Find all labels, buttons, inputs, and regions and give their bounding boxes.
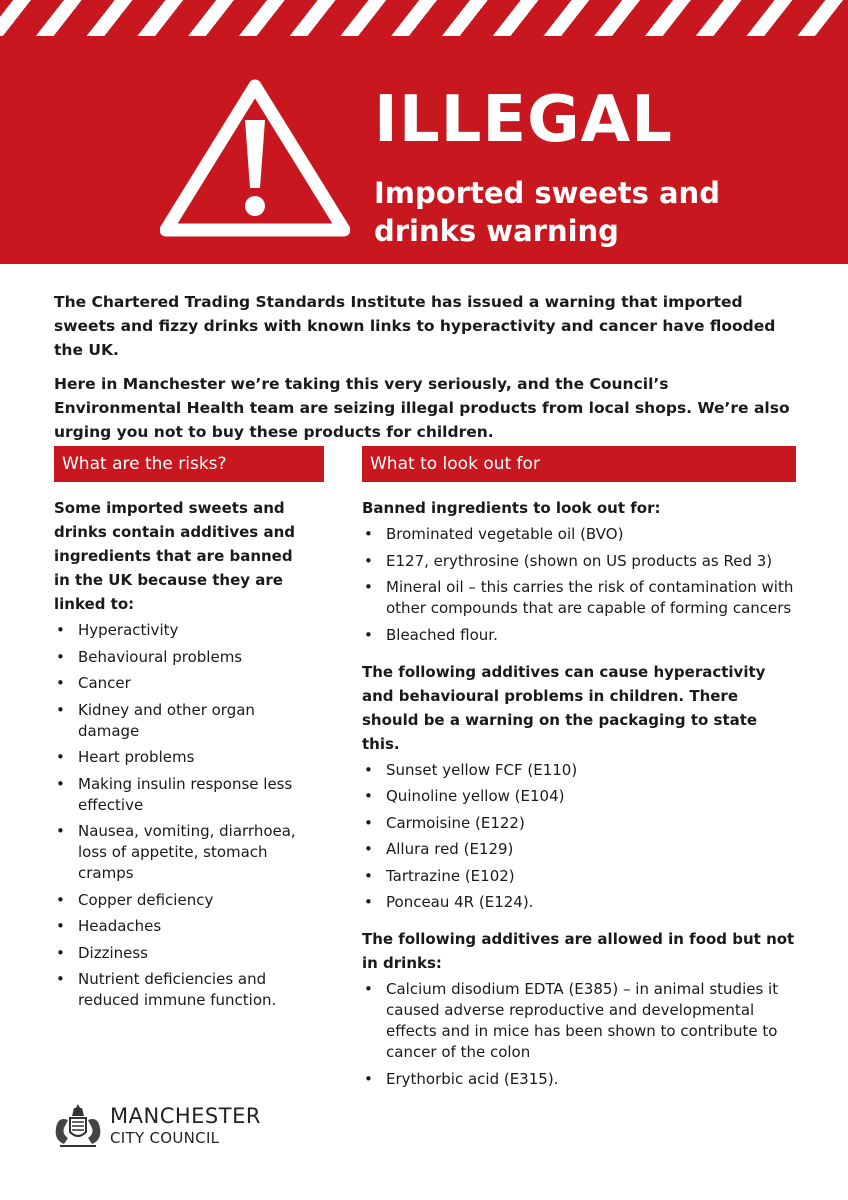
- list-item: • Mineral oil – this carries the risk of contamination with other compounds that are capable of forming cancers: [362, 577, 796, 619]
- logo-name: MANCHESTER: [110, 1104, 261, 1128]
- risks-lead: Some imported sweets and drinks contain additives and ingredients that are banned in the UK because they are linked to:: [54, 499, 295, 613]
- warning-banner: [0, 36, 848, 264]
- list-item: • Quinoline yellow (E104): [362, 786, 796, 807]
- list-item: • Calcium disodium EDTA (E385) – in animal studies it caused adverse reproductive and developmental effects and in mice has been shown to contribute to cancer of the colon: [362, 979, 796, 1063]
- banned-list: [362, 524, 796, 646]
- list-item: • Carmoisine (E122): [362, 813, 796, 834]
- intro-paragraph: Here in Manchester we’re taking this very seriously, and the Council’s Environmental Health team are seizing illegal products from local shops. We’re also urging you not to buy these products for children.: [54, 375, 790, 441]
- list-item: • Copper deficiency: [54, 890, 314, 911]
- page-subtitle: Imported sweets and drinks warning: [374, 176, 720, 248]
- intro-paragraph: The Chartered Trading Standards Institute has issued a warning that imported sweets and fizzy drinks with known links to hyperactivity and cancer have flooded the UK.: [54, 293, 776, 359]
- logo-subname: CITY COUNCIL: [110, 1129, 220, 1147]
- list-item: • Brominated vegetable oil (BVO): [362, 524, 796, 545]
- lookout-heading: What to look out for: [362, 446, 796, 482]
- council-logo: [52, 1102, 292, 1152]
- list-item: • E127, erythrosine (shown on US products as Red 3): [362, 551, 796, 572]
- list-item: • Behavioural problems: [54, 647, 314, 668]
- list-item: • Headaches: [54, 916, 314, 937]
- risks-heading: What are the risks?: [54, 446, 324, 482]
- list-item: • Allura red (E129): [362, 839, 796, 860]
- list-item: • Ponceau 4R (E124).: [362, 892, 796, 913]
- list-item: • Kidney and other organ damage: [54, 700, 314, 742]
- food-not-drinks-list: [362, 979, 796, 1090]
- list-item: • Making insulin response less effective: [54, 774, 314, 816]
- list-item: • Sunset yellow FCF (E110): [362, 760, 796, 781]
- warning-triangle-icon: [160, 78, 350, 238]
- risks-section: [54, 446, 324, 1025]
- list-item: • Cancer: [54, 673, 314, 694]
- hyperactivity-list: [362, 760, 796, 914]
- list-item: • Nausea, vomiting, diarrhoea, loss of appetite, stomach cramps: [54, 821, 314, 884]
- lookout-section: [362, 446, 796, 1104]
- list-item: • Tartrazine (E102): [362, 866, 796, 887]
- list-item: • Erythorbic acid (E315).: [362, 1069, 796, 1090]
- risks-list: [54, 620, 324, 1011]
- city-crest-icon: [52, 1102, 104, 1150]
- hyperactivity-lead: The following additives can cause hyperactivity and behavioural problems in children. There should be a warning on the packaging to state this.: [362, 662, 766, 753]
- list-item: • Bleached flour.: [362, 625, 796, 646]
- list-item: • Nutrient deficiencies and reduced immune function.: [54, 969, 314, 1011]
- page-title: ILLEGAL: [374, 83, 673, 157]
- list-item: • Dizziness: [54, 943, 314, 964]
- list-item: • Hyperactivity: [54, 620, 314, 641]
- hazard-stripe-border: [0, 0, 848, 36]
- list-item: • Heart problems: [54, 747, 314, 768]
- banned-lead: Banned ingredients to look out for:: [362, 499, 661, 517]
- food-not-drinks-lead: The following additives are allowed in food but not in drinks:: [362, 930, 795, 972]
- intro-section: [54, 290, 794, 454]
